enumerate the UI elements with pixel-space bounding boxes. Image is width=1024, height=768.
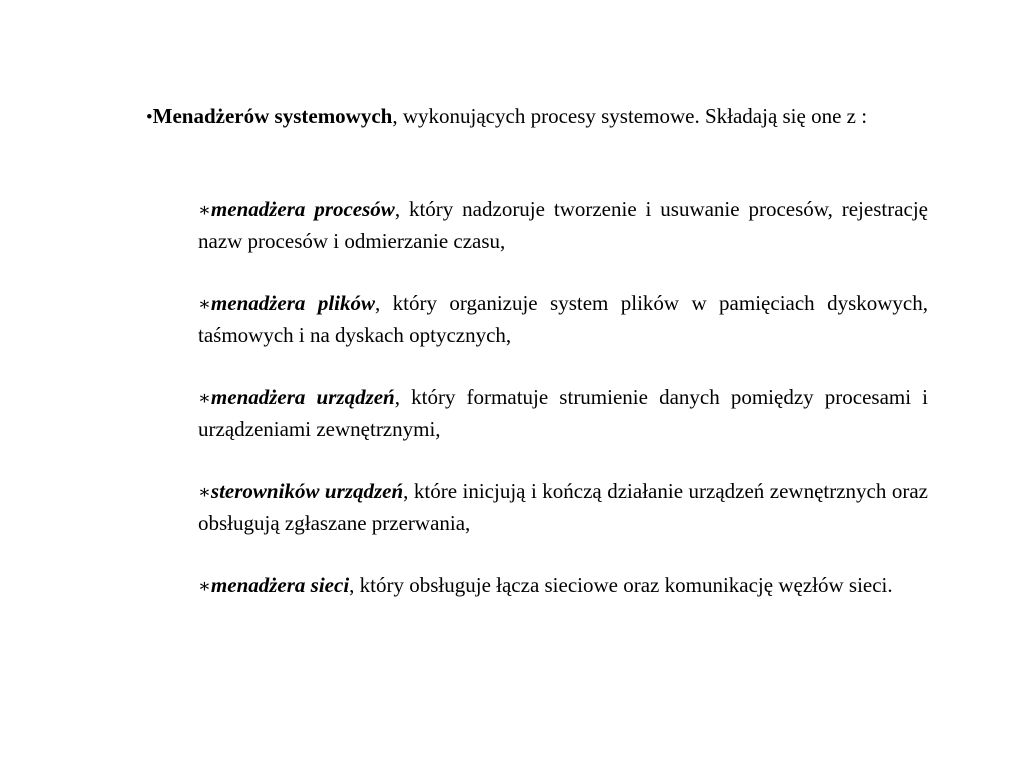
sub-item-process-manager [198,194,928,257]
sub-item-term: menadżera procesów [210,197,395,221]
asterisk-bullet: ∗ [198,200,211,221]
asterisk-bullet: ∗ [198,388,211,409]
main-bullet-dot: • [146,107,153,128]
sub-item-text: , który obsługuje łącza sieciowe oraz komunikację węzłów sieci. [349,573,893,597]
sub-item-term: menadżera urządzeń [210,385,395,409]
sub-item-term: menadżera sieci [210,573,350,597]
main-bullet-text: , wykonujących procesy systemowe. Składają się one z : [392,104,868,128]
sub-item-term: sterowników urządzeń [210,479,404,503]
sub-item-list [198,194,928,633]
sub-item-network-manager [198,570,928,602]
sub-item-text: , który organizuje system plików w pamięciach dyskowych, taśmowych i na dyskach optycznych, [198,291,928,347]
sub-item-text: , który nadzoruje tworzenie i usuwanie procesów, rejestrację nazw procesów i odmierzanie czasu, [198,197,928,253]
sub-item-file-manager [198,288,928,351]
main-bullet-title: Menadżerów systemowych [152,104,393,128]
sub-item-text: , które inicjują i kończą działanie urządzeń zewnętrznych oraz obsługują zgłaszane przerwania, [198,479,928,535]
sub-item-term: menadżera plików [210,291,375,315]
main-bullet-paragraph [146,101,928,133]
asterisk-bullet: ∗ [198,576,211,597]
asterisk-bullet: ∗ [198,294,211,315]
sub-item-device-manager [198,382,928,445]
asterisk-bullet: ∗ [198,482,211,503]
sub-item-device-drivers [198,476,928,539]
sub-item-text: , który formatuje strumienie danych pomiędzy procesami i urządzeniami zewnętrznymi, [198,385,929,441]
